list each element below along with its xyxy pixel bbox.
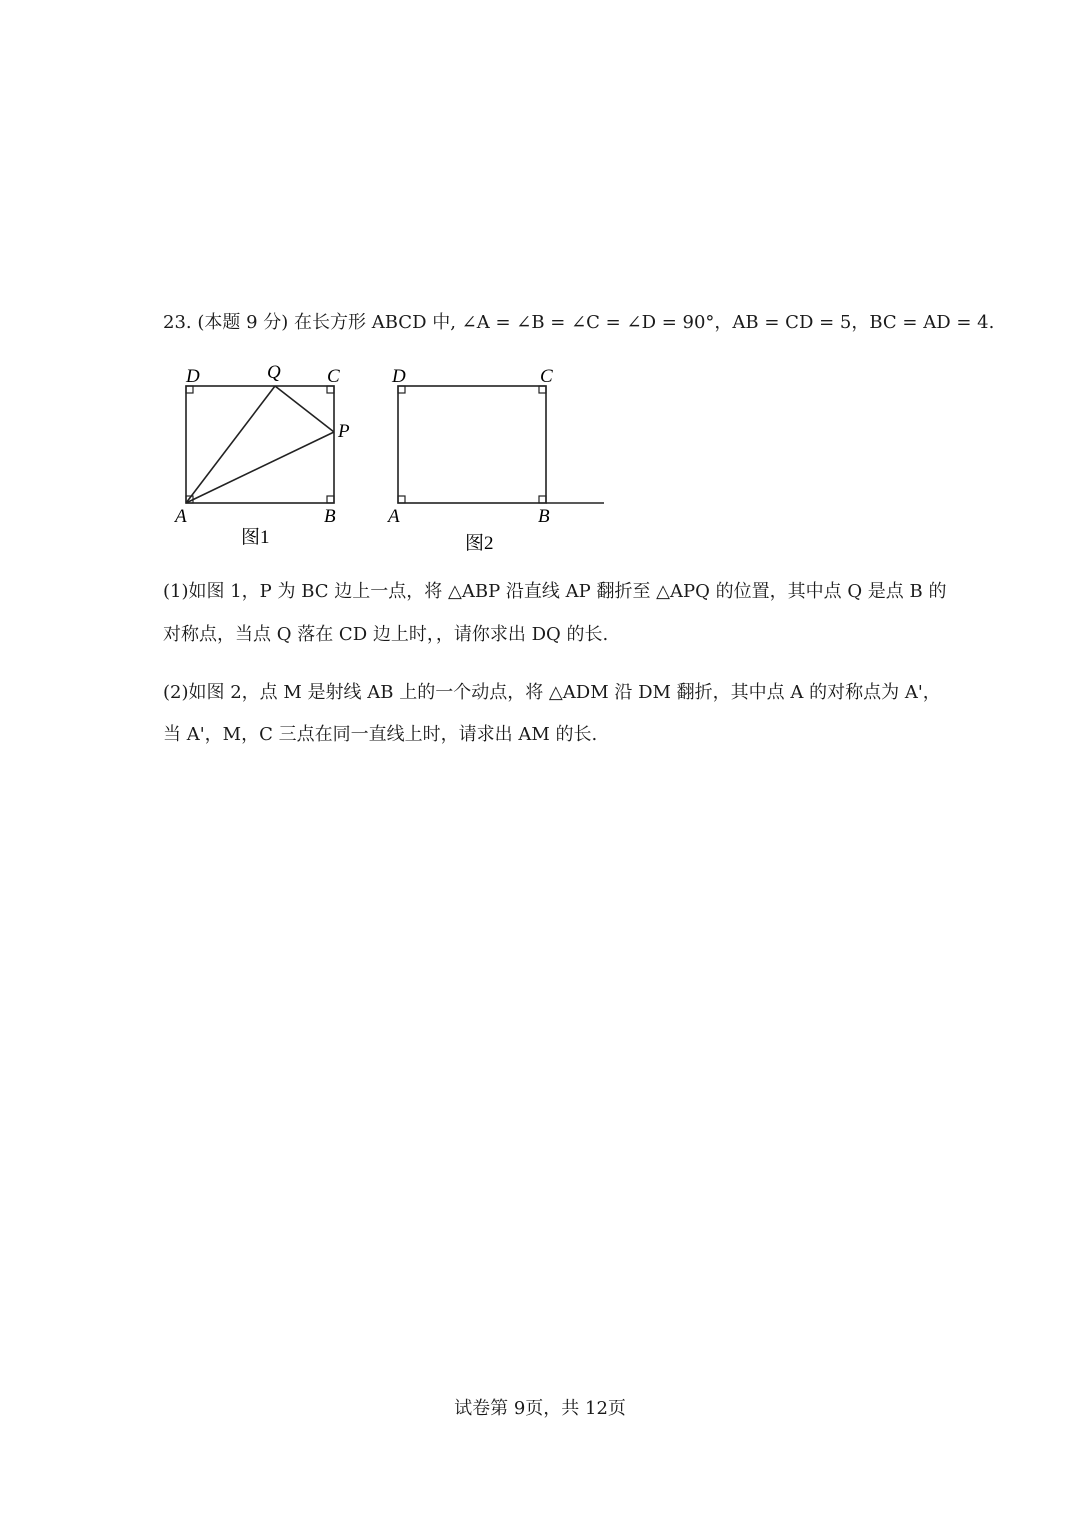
page-footer: 试卷第 9页，共 12页 — [454, 1398, 626, 1419]
question-header: 23. (本题 9 分) 在长方形 ABCD 中, ∠A = ∠B = ∠C = ∠D = 90°，AB = CD = 5，BC = AD = 4. — [163, 312, 995, 333]
label-Q: Q — [267, 362, 281, 383]
label-P: P — [338, 421, 350, 442]
label-A: A — [175, 506, 187, 527]
part2-line2: 当 A'，M，C 三点在同一直线上时，请求出 AM 的长. — [163, 724, 598, 745]
figure-2 — [380, 360, 610, 560]
label-A: A — [388, 506, 400, 527]
label-C: C — [540, 366, 553, 387]
part2-line1: (2)如图 2，点 M 是射线 AB 上的一个动点，将 △ADM 沿 DM 翻折，其中点 A 的对称点为 A'， — [163, 682, 941, 703]
figure-2-caption: 图2 — [465, 533, 494, 554]
part1-line2: 对称点，当点 Q 落在 CD 边上时，，请你求出 DQ 的长. — [163, 624, 609, 645]
part1-line1: (1)如图 1，P 为 BC 边上一点，将 △ABP 沿直线 AP 翻折至 △APQ 的位置，其中点 Q 是点 B 的 — [163, 581, 947, 602]
figure-1 — [165, 360, 365, 550]
label-B: B — [324, 506, 336, 527]
label-B: B — [538, 506, 550, 527]
figure-1-caption: 图1 — [241, 527, 270, 548]
label-D: D — [186, 366, 200, 387]
label-D: D — [392, 366, 406, 387]
label-C: C — [327, 366, 340, 387]
